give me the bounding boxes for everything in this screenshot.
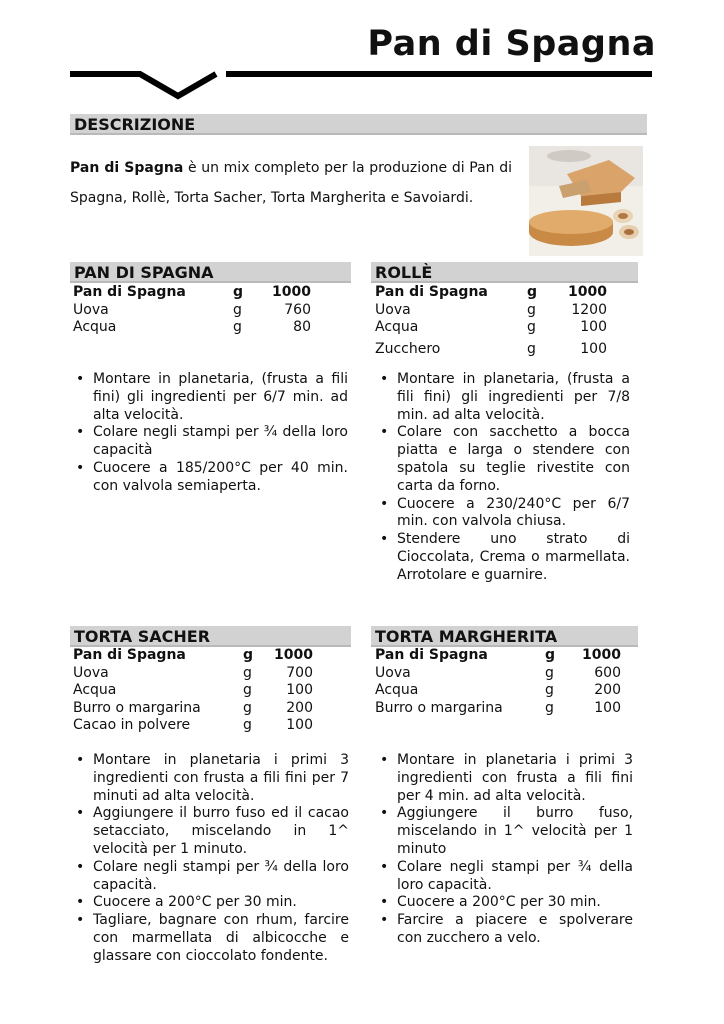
ingredient-name: Zucchero <box>375 340 441 357</box>
ingredient-name: Uova <box>73 301 109 318</box>
table-row <box>73 647 313 665</box>
ingredient-unit: g <box>243 717 252 733</box>
ingredient-qty: 200 <box>594 682 621 698</box>
ingredient-qty: 700 <box>286 664 313 681</box>
section-header-torta-margherita <box>371 626 638 647</box>
list-item: • Farcire a piacere e spolverare con zucchero a velo. <box>377 912 633 948</box>
ingredient-unit: g <box>243 647 254 663</box>
ingredient-qty: 1000 <box>272 284 311 300</box>
ingredient-unit: g <box>527 284 538 300</box>
list-item: • Colare negli stampi per ¾ della loro capacità <box>73 424 348 460</box>
list-item: • Colare negli stampi per ¾ della loro capacità. <box>73 859 349 895</box>
table-row <box>375 665 621 683</box>
list-item: • Cuocere a 200°C per 30 min. <box>377 894 633 912</box>
section-header-descrizione <box>70 114 647 135</box>
section-header-torta-sacher <box>70 626 351 647</box>
table-row <box>375 647 621 665</box>
table-row <box>73 302 311 320</box>
ingredient-unit: g <box>545 664 554 681</box>
ingredient-qty: 100 <box>286 717 313 733</box>
ingredient-qty: 1000 <box>582 647 621 663</box>
table-row <box>73 717 313 735</box>
list-item: • Colare negli stampi per ¾ della loro capacità. <box>377 859 633 895</box>
ingredient-qty: 200 <box>286 699 313 716</box>
list-item: • Cuocere a 200°C per 30 min. <box>73 894 349 912</box>
ingredient-qty: 1000 <box>568 284 607 300</box>
ingredient-name: Acqua <box>375 682 419 698</box>
section-header-pan-di-spagna <box>70 262 351 283</box>
ingredient-unit: g <box>545 699 554 716</box>
ingredient-name: Uova <box>375 301 411 318</box>
section-title: PAN DI SPAGNA <box>74 263 214 282</box>
ingredients-table-pan-di-spagna <box>73 284 311 337</box>
ingredient-name: Acqua <box>375 319 419 335</box>
ingredient-name: Burro o margarina <box>73 699 201 716</box>
page-title: Pan di Spagna <box>367 24 656 64</box>
ingredient-qty: 100 <box>286 682 313 698</box>
ingredient-qty: 100 <box>594 699 621 716</box>
list-item: • Montare in planetaria i primi 3 ingredienti con frusta a fili fini per 4 min. ad alta velocità. <box>377 752 633 805</box>
ingredient-qty: 600 <box>594 664 621 681</box>
ingredient-unit: g <box>233 319 242 335</box>
list-item: • Cuocere a 185/200°C per 40 min. con valvola semiaperta. <box>73 460 348 496</box>
cake-photo <box>529 146 643 256</box>
list-item: • Montare in planetaria i primi 3 ingredienti con frusta a fili fini per 7 minuti ad alta velocità. <box>73 752 349 805</box>
section-title: ROLLÈ <box>375 263 433 282</box>
list-item: • Aggiungere il burro fuso ed il cacao setacciato, miscelando in 1^ velocità per 1 minuto. <box>73 805 349 858</box>
list-item: • Colare con sacchetto a bocca piatta e larga o stendere con spatola su teglie rivestite con carta da forno. <box>377 424 630 495</box>
table-row <box>375 319 607 337</box>
header-rule-chevron <box>70 66 652 106</box>
table-row <box>375 284 607 302</box>
table-row <box>375 682 621 700</box>
section-header-rolle <box>371 262 638 283</box>
list-item: • Stendere uno strato di Cioccolata, Crema o marmellata. Arrotolare e guarnire. <box>377 531 630 584</box>
ingredient-unit: g <box>527 340 536 357</box>
list-item: • Cuocere a 230/240°C per 6/7 min. con valvola chiusa. <box>377 496 630 532</box>
ingredient-name: Cacao in polvere <box>73 717 191 733</box>
ingredient-unit: g <box>243 682 252 698</box>
ingredient-unit: g <box>545 647 556 663</box>
ingredients-table-rolle <box>375 284 607 358</box>
ingredient-name: Uova <box>375 664 411 681</box>
steps-list-rolle <box>377 371 630 585</box>
description-text <box>70 153 512 213</box>
ingredient-name: Pan di Spagna <box>73 284 186 300</box>
ingredients-table-torta-margherita <box>375 647 621 717</box>
ingredient-unit: g <box>243 664 252 681</box>
list-item: • Montare in planetaria, (frusta a fili fini) gli ingredienti per 6/7 min. ad alta velocità. <box>73 371 348 424</box>
steps-list-torta-margherita <box>377 752 633 948</box>
list-item: • Montare in planetaria, (frusta a fili fini) gli ingredienti per 7/8 min. ad alta velocità. <box>377 371 630 424</box>
ingredient-name: Pan di Spagna <box>375 647 488 663</box>
ingredient-name: Pan di Spagna <box>375 284 488 300</box>
description-lead: Pan di Spagna <box>70 160 184 176</box>
ingredient-name: Burro o margarina <box>375 699 503 716</box>
table-row <box>375 337 607 359</box>
ingredient-unit: g <box>233 301 242 318</box>
table-row <box>73 700 313 718</box>
steps-list-torta-sacher <box>73 752 349 966</box>
section-title: DESCRIZIONE <box>74 115 196 134</box>
ingredient-name: Pan di Spagna <box>73 647 186 663</box>
table-row <box>375 302 607 320</box>
ingredients-table-torta-sacher <box>73 647 313 735</box>
ingredient-qty: 1200 <box>571 301 607 318</box>
ingredient-qty: 1000 <box>274 647 313 663</box>
ingredient-unit: g <box>527 319 536 335</box>
ingredient-unit: g <box>545 682 554 698</box>
ingredient-name: Acqua <box>73 682 117 698</box>
ingredient-unit: g <box>243 699 252 716</box>
table-row <box>73 665 313 683</box>
ingredient-unit: g <box>233 284 244 300</box>
ingredient-name: Acqua <box>73 319 117 335</box>
table-row <box>73 284 311 302</box>
ingredient-qty: 100 <box>580 319 607 335</box>
table-row <box>375 700 621 718</box>
table-row <box>73 319 311 337</box>
ingredient-qty: 100 <box>580 340 607 357</box>
section-title: TORTA SACHER <box>74 627 211 646</box>
table-row <box>73 682 313 700</box>
list-item: • Aggiungere il burro fuso, miscelando in 1^ velocità per 1 minuto <box>377 805 633 858</box>
ingredient-qty: 760 <box>284 301 311 318</box>
list-item: • Tagliare, bagnare con rhum, farcire con marmellata di albicocche e glassare con cioccolato fondente. <box>73 912 349 965</box>
ingredient-name: Uova <box>73 664 109 681</box>
ingredient-qty: 80 <box>293 319 311 335</box>
ingredient-unit: g <box>527 301 536 318</box>
description-body: è un mix completo per la produzione di Pan di Spagna, Rollè, Torta Sacher, Torta Margherita e Savoiardi. <box>70 160 512 206</box>
steps-list-pan-di-spagna <box>73 371 348 496</box>
section-title: TORTA MARGHERITA <box>375 627 558 646</box>
